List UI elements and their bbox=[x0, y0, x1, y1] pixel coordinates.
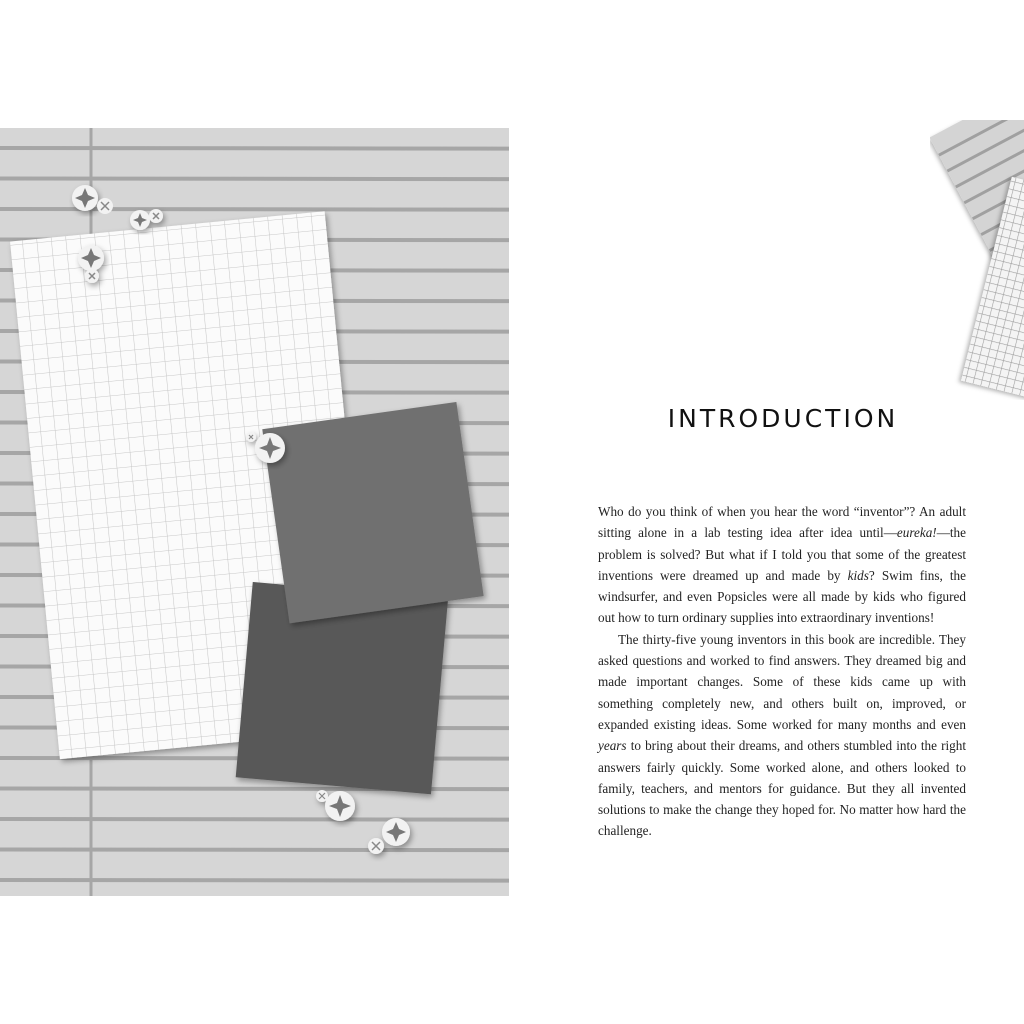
paper-rule-line bbox=[0, 179, 509, 180]
paragraph bbox=[598, 501, 966, 629]
emphasis: eureka! bbox=[896, 525, 937, 541]
sticky-note-light bbox=[262, 402, 483, 623]
text-run: to bring about their dreams, and others stumbled into the right answers fairly quickly. Some worked alone, and others looked to family, teachers, and mentors for guidance. But they all invented solutions to make the change they hoped for. No matter how hard the challenge. bbox=[598, 738, 966, 839]
emphasis: years bbox=[598, 738, 627, 754]
paper-rule-line bbox=[0, 209, 509, 210]
text-run: ? Swim fins, the windsurfer, and even Popsicles were all made by kids who figured out how to turn ordinary supplies into extraordinary inventions! bbox=[598, 567, 967, 626]
emphasis: kids bbox=[847, 567, 869, 583]
corner-paper-illustration bbox=[930, 120, 1024, 400]
paper-rule-line bbox=[0, 819, 509, 820]
corner-svg bbox=[930, 120, 1024, 400]
text-run: —the problem is solved? But what if I told you that some of the greatest inventions were dreamed up and made by bbox=[598, 525, 966, 583]
collage-illustration bbox=[0, 128, 509, 896]
text-run: Who do you think of when you hear the word “inventor”? An adult sitting alone in a lab testing idea after idea until— bbox=[598, 504, 966, 541]
text-run: The thirty-five young inventors in this book are incredible. They asked questions and worked to find answers. They dreamed big and made important changes. Some of these kids came up with something completely new, and others built on, improved, or expanded existing ideas. Some worked for many months and even bbox=[598, 631, 966, 732]
paper-rule-line bbox=[0, 789, 509, 790]
thumbtack-icon bbox=[72, 185, 98, 211]
paper-rule-line bbox=[0, 148, 509, 149]
collage-svg bbox=[0, 128, 509, 896]
chapter-title: INTRODUCTION bbox=[667, 404, 899, 433]
paper-rule-line bbox=[0, 850, 509, 851]
body-text bbox=[598, 501, 966, 842]
paragraph bbox=[598, 629, 966, 842]
paper-rule-line bbox=[0, 880, 509, 881]
screw-icon bbox=[97, 198, 113, 214]
